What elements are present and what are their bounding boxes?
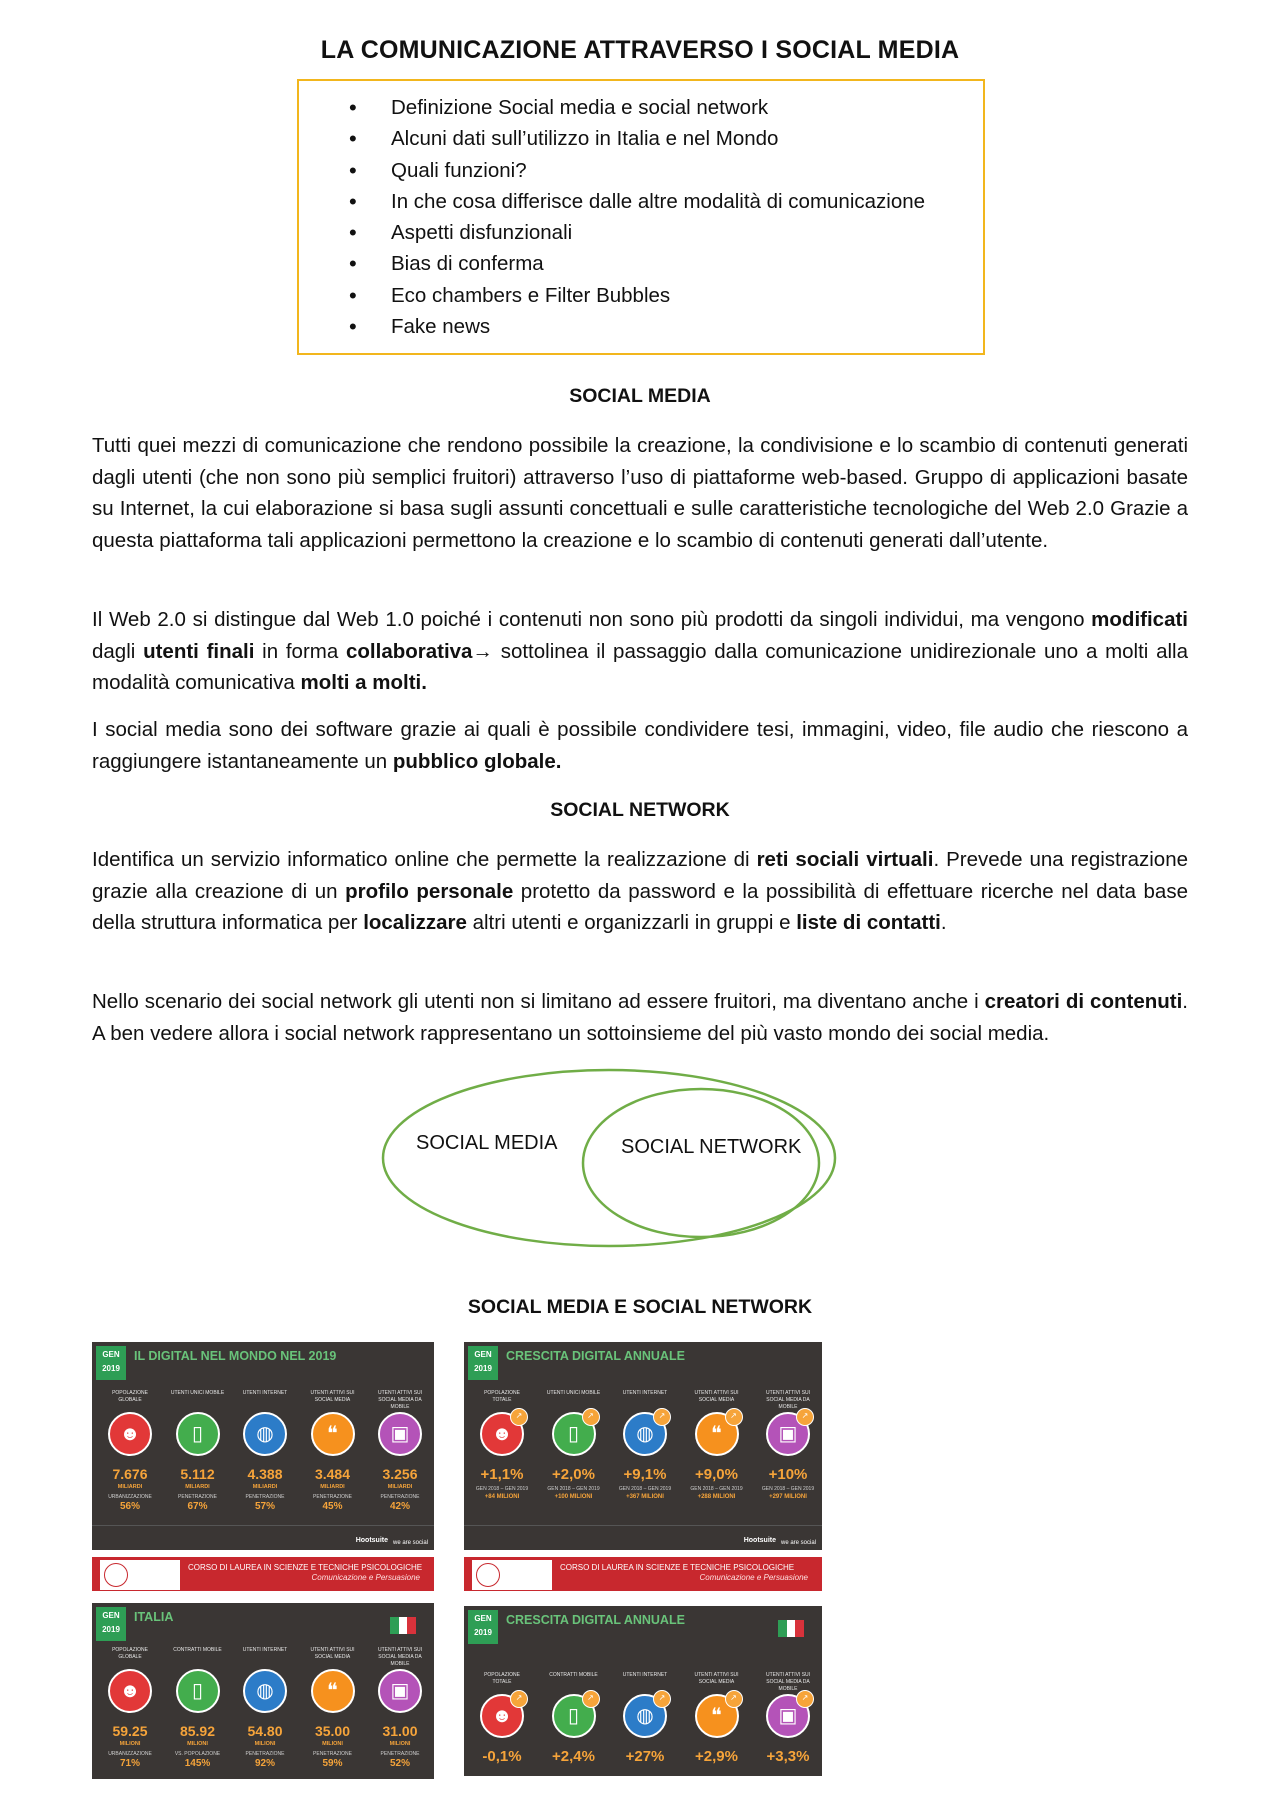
university-seal-icon xyxy=(104,1563,128,1587)
stat-value: +10% xyxy=(768,1466,808,1483)
wearesocial-logo: we are social xyxy=(392,1540,428,1546)
venn-label-social-media: SOCIAL MEDIA xyxy=(416,1132,558,1154)
paragraph-social-media-definition: Tutti quei mezzi di comunicazione che rendono possibile la creazione, la condivisione e lo scambio di contenuti generati dagli utenti (che non sono più semplici fruitori) attraverso l’uso di piattaforme web-based. Gruppo di applicazioni basate su Internet, la cui elaborazione si basa sugli assunti concettuali e sulle caratteristiche tecnologiche del Web 2.0 Grazie a questa piattaforma tali applicazioni permettono la creazione e lo scambio di contenuti generati dall’utente. xyxy=(92,434,1188,552)
globe-icon: ◍ xyxy=(243,1669,287,1713)
stat-columns xyxy=(474,1672,816,1765)
gen-badge: GEN 2019 xyxy=(96,1346,126,1380)
stat-period: GEN 2018 – GEN 2019 xyxy=(761,1486,815,1492)
chat-bubble-icon: ❝ ↗ xyxy=(695,1694,739,1738)
stat-percent: 52% xyxy=(389,1758,410,1769)
toc-item: • Eco chambers e Filter Bubbles xyxy=(349,280,925,311)
stat-label: UTENTI ATTIVI SUI SOCIAL MEDIA xyxy=(310,1390,355,1403)
stat-label: UTENTI INTERNET xyxy=(622,1390,668,1396)
stat-unit: MILIARDI xyxy=(117,1484,143,1490)
stat-column xyxy=(546,1672,602,1765)
mobile-chat-icon: ▣ xyxy=(378,1669,422,1713)
paragraph-software xyxy=(92,714,1188,777)
stat-value: 59.25 xyxy=(112,1723,148,1739)
stat-value: 5.112 xyxy=(180,1466,215,1482)
page-title: LA COMUNICAZIONE ATTRAVERSO I SOCIAL MEDIA xyxy=(320,36,960,64)
globe-icon: ◍ ↗ xyxy=(623,1694,667,1738)
growth-badge-icon: ↗ xyxy=(582,1690,600,1708)
mobile-chat-icon: ▣ xyxy=(378,1412,422,1456)
gen-badge: GEN 2019 xyxy=(468,1610,498,1644)
stat-column xyxy=(474,1672,530,1765)
bold-text: molti a molti. xyxy=(300,671,427,694)
stat-note: PENETRAZIONE xyxy=(178,1494,217,1500)
globe-icon: ◍ ↗ xyxy=(623,1412,667,1456)
text-run: . xyxy=(940,911,947,934)
bold-text: liste di contatti xyxy=(796,911,941,934)
chat-bubble-icon: ❝ xyxy=(311,1669,355,1713)
venn-diagram xyxy=(380,1064,850,1254)
stat-absolute: +288 MILIONI xyxy=(697,1494,736,1500)
growth-badge-icon: ↗ xyxy=(796,1690,814,1708)
stat-value: +2,4% xyxy=(552,1748,595,1765)
stat-absolute: +297 MILIONI xyxy=(769,1494,807,1500)
population-icon: ☻ ↗ xyxy=(480,1694,524,1738)
infographic-italia xyxy=(92,1603,434,1779)
stat-label: UTENTI ATTIVI SUI SOCIAL MEDIA DA MOBILE xyxy=(765,1672,811,1692)
stat-period: GEN 2018 – GEN 2019 xyxy=(690,1486,743,1492)
stat-label: UTENTI ATTIVI SUI SOCIAL MEDIA xyxy=(694,1672,739,1685)
stat-column xyxy=(372,1390,428,1512)
bold-text: creatori di contenuti xyxy=(984,990,1183,1013)
stat-column xyxy=(170,1390,226,1512)
globe-icon: ◍ xyxy=(243,1412,287,1456)
panel-title: IL DIGITAL NEL MONDO NEL 2019 xyxy=(134,1349,337,1363)
text-run: protetto da password e la possibilità di effettuare ricerche nel data base della struttura informatica per xyxy=(92,879,1188,934)
stat-note: PENETRAZIONE xyxy=(245,1494,285,1500)
stat-value: +9,1% xyxy=(623,1466,667,1483)
toc-box xyxy=(297,79,985,355)
text-run: I social media sono dei software grazie ai quali è possibile condividere tesi, immagini, video, file audio che riescono a raggiungere istantaneamente un xyxy=(92,718,1188,773)
stat-period: GEN 2018 – GEN 2019 xyxy=(475,1486,529,1492)
stat-value: +27% xyxy=(625,1748,665,1765)
infographic-italia-growth xyxy=(464,1606,822,1776)
growth-badge-icon: ↗ xyxy=(796,1408,814,1426)
stat-value: 3.256 xyxy=(382,1466,418,1482)
toc-item: • Bias di conferma xyxy=(349,248,925,279)
stat-label: POPOLAZIONE GLOBALE xyxy=(112,1390,148,1403)
stat-column xyxy=(546,1390,602,1500)
mobile-chat-icon: ▣ ↗ xyxy=(766,1694,810,1738)
toc-item: • Definizione Social media e social network xyxy=(349,92,925,123)
panel-header xyxy=(92,1342,434,1386)
bold-text: modificati xyxy=(1091,608,1188,631)
bold-text: collaborativa→ xyxy=(346,639,493,663)
stat-value: +2,9% xyxy=(695,1748,738,1765)
stat-label: UTENTI INTERNET xyxy=(242,1647,288,1653)
stat-note: PENETRAZIONE xyxy=(245,1751,285,1757)
stat-column xyxy=(760,1672,816,1765)
panel-title: CRESCITA DIGITAL ANNUALE xyxy=(506,1349,685,1363)
gen-badge: GEN 2019 xyxy=(468,1346,498,1380)
wearesocial-logo: we are social xyxy=(780,1540,816,1546)
course-banner xyxy=(92,1557,434,1591)
stat-columns xyxy=(102,1390,428,1512)
stat-note: PENETRAZIONE xyxy=(380,1751,420,1757)
growth-badge-icon: ↗ xyxy=(510,1690,528,1708)
panel-header xyxy=(464,1342,822,1386)
toc-item: • Alcuni dati sull’utilizzo in Italia e nel Mondo xyxy=(349,123,925,154)
course-subject: Comunicazione e Persuasione xyxy=(311,1573,420,1582)
venn-inner-ellipse xyxy=(583,1089,819,1237)
stat-columns xyxy=(474,1390,816,1500)
stat-label: UTENTI ATTIVI SUI SOCIAL MEDIA xyxy=(310,1647,355,1660)
growth-badge-icon: ↗ xyxy=(653,1408,671,1426)
stat-column xyxy=(689,1390,745,1500)
stat-label: UTENTI UNICI MOBILE xyxy=(170,1390,225,1396)
bold-text: profilo personale xyxy=(345,879,514,903)
text-run: dagli xyxy=(92,639,144,663)
stat-label: POPOLAZIONE TOTALE xyxy=(484,1672,520,1685)
text-run: altri utenti e organizzarli in gruppi e xyxy=(466,911,797,934)
bold-text: localizzare xyxy=(363,911,467,934)
section-heading-social-media-e-network: SOCIAL MEDIA E SOCIAL NETWORK xyxy=(467,1296,813,1318)
italian-flag-icon xyxy=(778,1620,804,1637)
paragraph-social-network-definition xyxy=(92,844,1188,939)
toc-item: • Quali funzioni? xyxy=(349,155,925,186)
course-name: CORSO DI LAUREA IN SCIENZE E TECNICHE PSICOLOGICHE xyxy=(560,1563,795,1572)
growth-badge-icon: ↗ xyxy=(653,1690,671,1708)
stat-percent: 145% xyxy=(184,1758,211,1769)
stat-label: CONTRATTI MOBILE xyxy=(173,1647,222,1653)
stat-note: VS. POPOLAZIONE xyxy=(174,1751,221,1757)
population-icon: ☻ xyxy=(108,1669,152,1713)
toc-item: • In che cosa differisce dalle altre modalità di comunicazione xyxy=(349,186,925,217)
stat-note: URBANIZZAZIONE xyxy=(108,1751,152,1757)
course-name: CORSO DI LAUREA IN SCIENZE E TECNICHE PSICOLOGICHE xyxy=(188,1563,423,1572)
stat-value: +9,0% xyxy=(695,1466,738,1483)
stat-percent: 56% xyxy=(119,1501,140,1512)
stat-columns xyxy=(102,1647,428,1769)
stat-label: UTENTI ATTIVI SUI SOCIAL MEDIA DA MOBILE xyxy=(377,1390,423,1410)
population-icon: ☻ ↗ xyxy=(480,1412,524,1456)
panel-footer xyxy=(92,1525,434,1550)
panel-footer xyxy=(464,1525,822,1550)
stat-note: PENETRAZIONE xyxy=(313,1494,352,1500)
bold-text: utenti finali xyxy=(143,639,255,663)
bold-text: reti sociali virtuali xyxy=(756,848,934,871)
growth-badge-icon: ↗ xyxy=(725,1408,743,1426)
stat-label: POPOLAZIONE GLOBALE xyxy=(112,1647,148,1660)
stat-column xyxy=(474,1390,530,1500)
stat-value: 7.676 xyxy=(112,1466,148,1482)
university-logo xyxy=(100,1560,180,1590)
stat-note: URBANIZZAZIONE xyxy=(108,1494,152,1500)
stat-value: 85.92 xyxy=(179,1723,216,1739)
stat-label: UTENTI ATTIVI SUI SOCIAL MEDIA DA MOBILE xyxy=(377,1647,423,1667)
panel-header xyxy=(92,1603,434,1647)
stat-label: UTENTI INTERNET xyxy=(622,1672,668,1678)
mobile-phone-icon: ▯ ↗ xyxy=(552,1412,596,1456)
stat-column xyxy=(305,1390,361,1512)
stat-period: GEN 2018 – GEN 2019 xyxy=(618,1486,672,1492)
stat-column xyxy=(617,1672,673,1765)
panel-title: ITALIA xyxy=(134,1610,174,1624)
stat-value: 31.00 xyxy=(382,1723,418,1739)
stat-absolute: +367 MILIONI xyxy=(626,1494,664,1500)
toc-list xyxy=(349,92,925,342)
infographic-world-growth xyxy=(464,1342,822,1550)
stat-unit: MILIARDI xyxy=(320,1484,345,1490)
stat-label: UTENTI UNICI MOBILE xyxy=(546,1390,601,1396)
stat-column xyxy=(237,1390,293,1512)
stat-column xyxy=(102,1390,158,1512)
growth-badge-icon: ↗ xyxy=(510,1408,528,1426)
mobile-phone-icon: ▯ xyxy=(176,1412,220,1456)
paragraph-scenario xyxy=(92,986,1188,1049)
stat-percent: 57% xyxy=(254,1501,275,1512)
text-run: Il Web 2.0 si distingue dal Web 1.0 poiché i contenuti non sono più prodotti da singoli individui, ma vengono xyxy=(92,608,1092,631)
gen-badge: GEN 2019 xyxy=(96,1607,126,1641)
text-run: sottolinea il passaggio dalla comunicazione unidirezionale uno a molti alla modalità comunicativa xyxy=(92,639,1189,694)
toc-item: • Aspetti disfunzionali xyxy=(349,217,925,248)
stat-label: UTENTI ATTIVI SUI SOCIAL MEDIA xyxy=(694,1390,739,1403)
stat-column xyxy=(617,1390,673,1500)
growth-badge-icon: ↗ xyxy=(582,1408,600,1426)
chat-bubble-icon: ❝ ↗ xyxy=(695,1412,739,1456)
venn-label-social-network: SOCIAL NETWORK xyxy=(621,1136,802,1158)
hootsuite-logo: Hootsuite xyxy=(743,1537,776,1544)
stat-value: +1,1% xyxy=(480,1466,524,1483)
text-run: . Prevede una registrazione grazie alla creazione di un xyxy=(92,848,1188,903)
italian-flag-icon xyxy=(390,1617,416,1634)
stat-label: UTENTI ATTIVI SUI SOCIAL MEDIA DA MOBILE xyxy=(765,1390,811,1410)
stat-unit: MILIONI xyxy=(322,1741,343,1747)
hootsuite-logo: Hootsuite xyxy=(355,1537,388,1544)
stat-value: +2,0% xyxy=(552,1466,595,1483)
bold-text: pubblico globale. xyxy=(392,749,562,773)
stat-percent: 92% xyxy=(254,1758,275,1769)
stat-value: 4.388 xyxy=(247,1466,283,1482)
panel-header xyxy=(464,1606,822,1650)
stat-unit: MILIARDI xyxy=(185,1484,210,1490)
university-seal-icon xyxy=(476,1563,500,1587)
stat-value: 35.00 xyxy=(314,1723,351,1739)
university-logo xyxy=(472,1560,552,1590)
section-heading-social-media: SOCIAL MEDIA xyxy=(569,385,711,407)
text-run: Identifica un servizio informatico online che permette la realizzazione di xyxy=(92,848,757,871)
population-icon: ☻ xyxy=(108,1412,152,1456)
mobile-phone-icon: ▯ xyxy=(176,1669,220,1713)
stat-value: 54.80 xyxy=(247,1723,283,1739)
stat-note: PENETRAZIONE xyxy=(313,1751,352,1757)
stat-value: 3.484 xyxy=(314,1466,351,1482)
stat-column xyxy=(102,1647,158,1769)
stat-value: -0,1% xyxy=(482,1748,522,1765)
stat-absolute: +100 MILIONI xyxy=(554,1494,593,1500)
stat-percent: 71% xyxy=(119,1758,140,1769)
text-run: Nello scenario dei social network gli utenti non si limitano ad essere fruitori, ma diventano anche i xyxy=(92,990,985,1013)
stat-column xyxy=(689,1672,745,1765)
stat-percent: 42% xyxy=(389,1501,410,1512)
section-heading-social-network: SOCIAL NETWORK xyxy=(550,799,730,821)
stat-unit: MILIARDI xyxy=(252,1484,278,1490)
stat-column xyxy=(305,1647,361,1769)
stat-note: PENETRAZIONE xyxy=(380,1494,420,1500)
course-subject: Comunicazione e Persuasione xyxy=(699,1573,808,1582)
paragraph-web20 xyxy=(92,604,1188,699)
stat-period: GEN 2018 – GEN 2019 xyxy=(547,1486,600,1492)
stat-value: +3,3% xyxy=(766,1748,810,1765)
stat-absolute: +84 MILIONI xyxy=(484,1494,520,1500)
stat-percent: 45% xyxy=(322,1501,343,1512)
panel-title: CRESCITA DIGITAL ANNUALE xyxy=(506,1613,685,1627)
growth-badge-icon: ↗ xyxy=(725,1690,743,1708)
stat-column xyxy=(170,1647,226,1769)
toc-item: • Fake news xyxy=(349,311,925,342)
text-run: in forma xyxy=(254,639,346,663)
text-run: . A ben vedere allora i social network rappresentano un sottoinsieme del più vasto mondo dei social media. xyxy=(92,990,1188,1045)
stat-label: UTENTI INTERNET xyxy=(242,1390,288,1396)
stat-label: POPOLAZIONE TOTALE xyxy=(484,1390,520,1403)
stat-unit: MILIONI xyxy=(389,1741,411,1747)
stat-unit: MILIONI xyxy=(119,1741,141,1747)
stat-column xyxy=(237,1647,293,1769)
mobile-phone-icon: ▯ ↗ xyxy=(552,1694,596,1738)
stat-unit: MILIONI xyxy=(187,1741,208,1747)
stat-column xyxy=(372,1647,428,1769)
stat-percent: 67% xyxy=(187,1501,208,1512)
stat-unit: MILIARDI xyxy=(387,1484,413,1490)
stat-column xyxy=(760,1390,816,1500)
stat-label: CONTRATTI MOBILE xyxy=(549,1672,598,1678)
infographic-world-2019 xyxy=(92,1342,434,1550)
stat-percent: 59% xyxy=(322,1758,343,1769)
stat-unit: MILIONI xyxy=(254,1741,276,1747)
course-banner xyxy=(464,1557,822,1591)
mobile-chat-icon: ▣ ↗ xyxy=(766,1412,810,1456)
chat-bubble-icon: ❝ xyxy=(311,1412,355,1456)
